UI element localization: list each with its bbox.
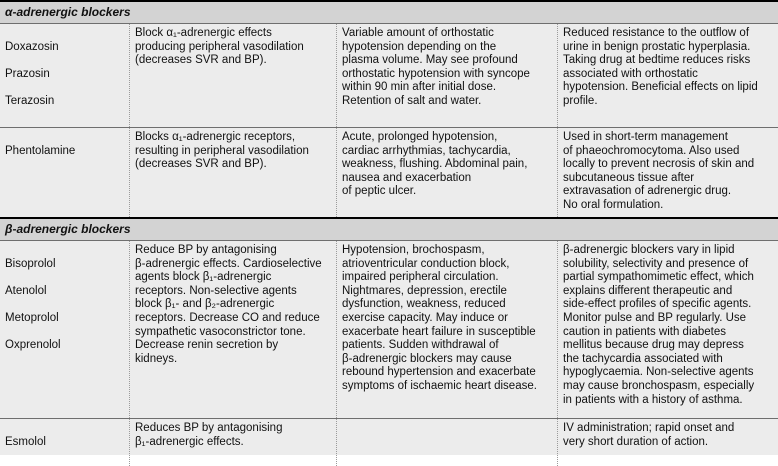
action-cell: Reduce BP by antagonising β-adrenergic effects. Cardioselective agents block β₁-adrenergic receptors. Non-selective agents block β₁- and β₂-adrenergic receptors. Decrease CO and reduce sympathetic vasoconstrictor tone. Decrease renin secretion by kidneys.	[129, 241, 336, 418]
drug-name: Terazosin	[5, 94, 55, 107]
action-cell: Block α₁-adrenergic effects producing peripheral vasodilation (decreases SVR and BP).	[129, 24, 336, 127]
section-header-alpha: α-adrenergic blockers	[0, 0, 778, 23]
table-row	[0, 23, 778, 127]
table-row	[0, 127, 778, 217]
notes-cell: Used in short-term management of phaeochromocytoma. Also used locally to prevent necrosis of skin and subcutaneous tissue after extravasation of adrenergic drug. No oral formulation.	[557, 128, 778, 217]
drug-name: Prazosin	[5, 67, 50, 80]
adverse-effects-cell: Acute, prolonged hypotension, cardiac arrhythmias, tachycardia, weakness, flushing. Abdominal pain, nausea and exacerbation of peptic ulcer.	[336, 128, 557, 217]
section-header-beta: β-adrenergic blockers	[0, 217, 778, 240]
table-row	[0, 418, 778, 455]
drug-names-cell	[0, 241, 129, 418]
drug-name: Bisoprolol	[5, 257, 56, 270]
notes-cell: β-adrenergic blockers vary in lipid solubility, selectivity and presence of partial sympathomimetic effect, which explains different therapeutic and side-effect profiles of specific agents. Monitor pulse and BP regularly. Use caution in patients with diabetes mellitus because drug may depress the tachycardia associated with hypoglycaemia. Non-selective agents may cause bronchospasm, especially in patients with a history of asthma.	[557, 241, 778, 418]
adverse-effects-cell: Hypotension, brochospasm, atrioventricular conduction block, impaired peripheral circulation. Nightmares, depression, erectile dysfunction, weakness, reduced exercise capacity. May induce or exacerbate heart failure in susceptible patients. Sudden withdrawal of β-adrenergic blockers may cause rebound hypertension and exacerbate symptoms of ischaemic heart disease.	[336, 241, 557, 418]
drug-name: Phentolamine	[5, 144, 76, 157]
drug-names-cell	[0, 419, 129, 466]
drug-name: Metoprolol	[5, 311, 59, 324]
action-cell: Reduces BP by antagonising β₁-adrenergic effects.	[129, 419, 336, 466]
action-cell: Blocks α₁-adrenergic receptors, resulting in peripheral vasodilation (decreases SVR and BP).	[129, 128, 336, 217]
notes-cell: IV administration; rapid onset and very short duration of action.	[557, 419, 778, 466]
adverse-effects-cell: Variable amount of orthostatic hypotension depending on the plasma volume. May see profound orthostatic hypotension with syncope within 90 min after initial dose. Retention of salt and water.	[336, 24, 557, 127]
drug-name: Doxazosin	[5, 40, 59, 53]
table-row	[0, 240, 778, 418]
drug-names-cell	[0, 24, 129, 127]
drug-name: Oxprenolol	[5, 339, 61, 352]
drug-name: Atenolol	[5, 284, 47, 297]
drug-name: Esmolol	[5, 435, 46, 448]
adverse-effects-cell	[336, 419, 557, 466]
notes-cell: Reduced resistance to the outflow of urine in benign prostatic hyperplasia. Taking drug at bedtime reduces risks associated with orthostatic hypotension. Beneficial effects on lipid profile.	[557, 24, 778, 127]
drug-names-cell	[0, 128, 129, 217]
